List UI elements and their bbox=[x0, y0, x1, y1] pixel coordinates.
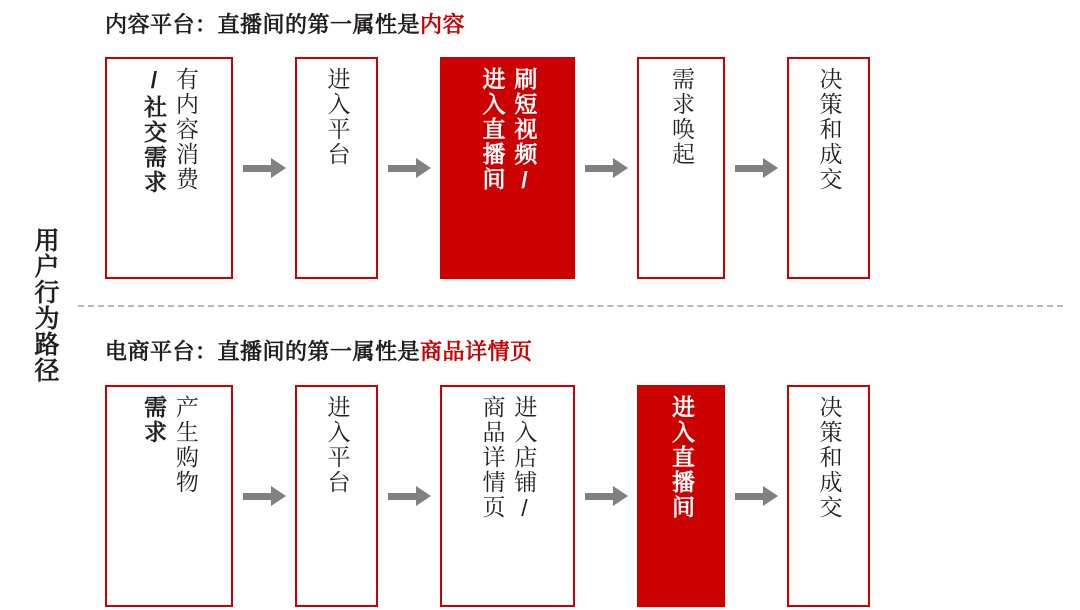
step-box[interactable] bbox=[105, 385, 233, 607]
step-text-column: /社交需求 bbox=[141, 67, 167, 195]
right-arrow-icon bbox=[233, 153, 295, 183]
step-text-column: 决策和成交 bbox=[816, 67, 843, 192]
step-text-column: 决策和成交 bbox=[816, 395, 843, 520]
step-box-highlighted[interactable] bbox=[637, 385, 725, 607]
step-box[interactable] bbox=[637, 57, 725, 279]
step-text-column: 进入平台 bbox=[324, 395, 351, 495]
row-divider bbox=[78, 305, 1063, 307]
axis-label: 用户行为路径 bbox=[31, 227, 59, 383]
row-title-ecommerce-platform bbox=[105, 335, 533, 366]
row-title-accent: 内容 bbox=[420, 12, 466, 37]
step-text-column: 商品详情页 bbox=[479, 395, 506, 520]
step-text-column: 有内容消费 bbox=[172, 67, 199, 192]
right-arrow-icon bbox=[378, 481, 440, 511]
step-text-column: 进入直播间 bbox=[479, 67, 506, 192]
row-title-prefix: 内容平台：直播间的第一属性是 bbox=[105, 12, 421, 37]
step-text-column: 需求 bbox=[141, 395, 167, 445]
step-text-column: 进入店铺/ bbox=[511, 395, 538, 523]
step-text-column: 进入平台 bbox=[324, 67, 351, 167]
row-title-content-platform bbox=[105, 8, 465, 39]
right-arrow-icon bbox=[233, 481, 295, 511]
step-box[interactable] bbox=[440, 385, 575, 607]
right-arrow-icon bbox=[725, 153, 787, 183]
flow-row-content-platform bbox=[105, 57, 870, 279]
step-text-column: 进入直播间 bbox=[668, 395, 695, 520]
step-box[interactable] bbox=[295, 385, 378, 607]
row-title-accent: 商品详情页 bbox=[420, 339, 533, 364]
step-box[interactable] bbox=[787, 385, 870, 607]
step-text-column: 刷短视频/ bbox=[511, 67, 538, 195]
step-box-highlighted[interactable] bbox=[440, 57, 575, 279]
flow-row-ecommerce-platform bbox=[105, 385, 870, 607]
row-title-prefix: 电商平台：直播间的第一属性是 bbox=[105, 339, 421, 364]
step-box[interactable] bbox=[105, 57, 233, 279]
step-box[interactable] bbox=[295, 57, 378, 279]
right-arrow-icon bbox=[725, 481, 787, 511]
step-box[interactable] bbox=[787, 57, 870, 279]
step-text-column: 产生购物 bbox=[172, 395, 199, 495]
right-arrow-icon bbox=[575, 481, 637, 511]
right-arrow-icon bbox=[378, 153, 440, 183]
step-text-column: 需求唤起 bbox=[668, 67, 695, 167]
right-arrow-icon bbox=[575, 153, 637, 183]
